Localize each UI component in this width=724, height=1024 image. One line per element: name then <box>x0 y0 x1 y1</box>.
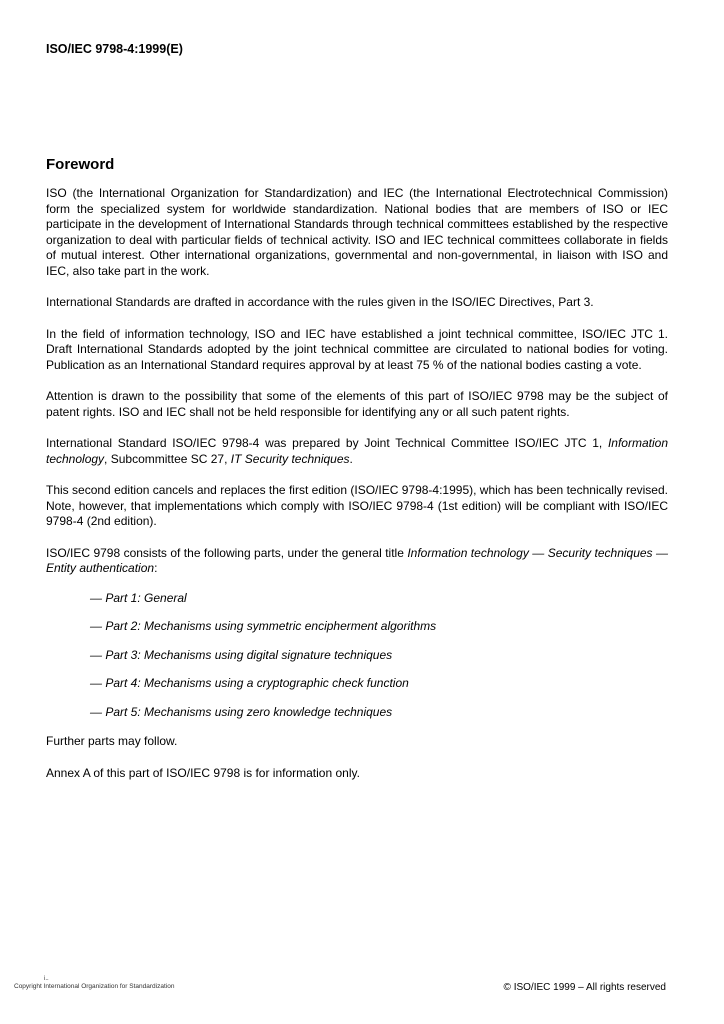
footer-mark: i.. <box>44 976 49 982</box>
footer-copyright-notice <box>14 976 175 990</box>
footer-rights: © ISO/IEC 1999 – All rights reserved <box>503 982 666 993</box>
paragraph-parts-intro <box>46 546 668 577</box>
prepared-by-sc-title: IT Security techniques <box>230 451 350 466</box>
paragraph-organizations: ISO (the International Organization for Standardization) and IEC (the International Electrotechnical Commission) form the specialized system for worldwide standardization. National bodies that are members of ISO or IEC participate in the development of International Standards through technical committees established by the respective organization to deal with particular fields of technical activity. ISO and IEC technical committees collaborate in fields of mutual interest. Other international organizations, governmental and non-governmental, in liaison with ISO and IEC, also take part in the work. <box>46 186 668 278</box>
paragraph-second-edition: This second edition cancels and replaces the first edition (ISO/IEC 9798-4:1995), which has been technically revised. Note, however, that implementations which comply with ISO/IEC 9798-4 (1st edition) will be compliant with ISO/IEC 9798-4 (2nd edition). <box>46 483 668 528</box>
list-item: — Part 5: Mechanisms using zero knowledge techniques <box>90 704 393 719</box>
foreword-body <box>46 186 668 781</box>
list-item: — Part 1: General <box>90 590 187 605</box>
footer-left-text: Copyright International Organization for Standardization <box>14 983 175 990</box>
prepared-by-text: International Standard ISO/IEC 9798-4 was prepared by Joint Technical Committee ISO/IEC JTC 1, <box>46 436 608 450</box>
paragraph-prepared-by <box>46 436 668 467</box>
prepared-by-title: Information technology <box>46 436 668 466</box>
parts-general-title: Information technology — Security techniques — Entity authentication <box>46 545 668 575</box>
list-item: — Part 2: Mechanisms using symmetric encipherment algorithms <box>90 619 437 633</box>
parts-intro-text: ISO/IEC 9798 consists of the following parts, under the general title <box>46 545 408 560</box>
parts-intro-end: : <box>154 561 158 575</box>
paragraph-annex: Annex A of this part of ISO/IEC 9798 is for information only. <box>46 765 360 780</box>
paragraph-patent-rights: Attention is drawn to the possibility that some of the elements of this part of ISO/IEC 9798 may be the subject of patent rights. ISO and IEC shall not be held responsible for identifying any or all such patent rights. <box>46 389 668 419</box>
parts-list <box>90 591 668 721</box>
paragraph-directives: International Standards are drafted in accordance with the rules given in the ISO/IEC Directives, Part 3. <box>46 295 594 309</box>
paragraph-jtc1: In the field of information technology, ISO and IEC have established a joint technical committee, ISO/IEC JTC 1. Draft International Standards adopted by the joint technical committee are circulated to national bodies for voting. Publication as an International Standard requires approval by at least 75 % of the national bodies casting a vote. <box>46 326 668 372</box>
prepared-by-subcommittee: , Subcommittee SC 27, <box>104 451 231 466</box>
paragraph-further-parts: Further parts may follow. <box>46 734 178 748</box>
list-item: — Part 3: Mechanisms using digital signature techniques <box>90 647 393 662</box>
section-title: Foreword <box>46 156 115 173</box>
list-item: — Part 4: Mechanisms using a cryptographic check function <box>90 676 409 690</box>
document-id-header: ISO/IEC 9798-4:1999(E) <box>46 42 183 56</box>
prepared-by-end: . <box>349 451 353 466</box>
